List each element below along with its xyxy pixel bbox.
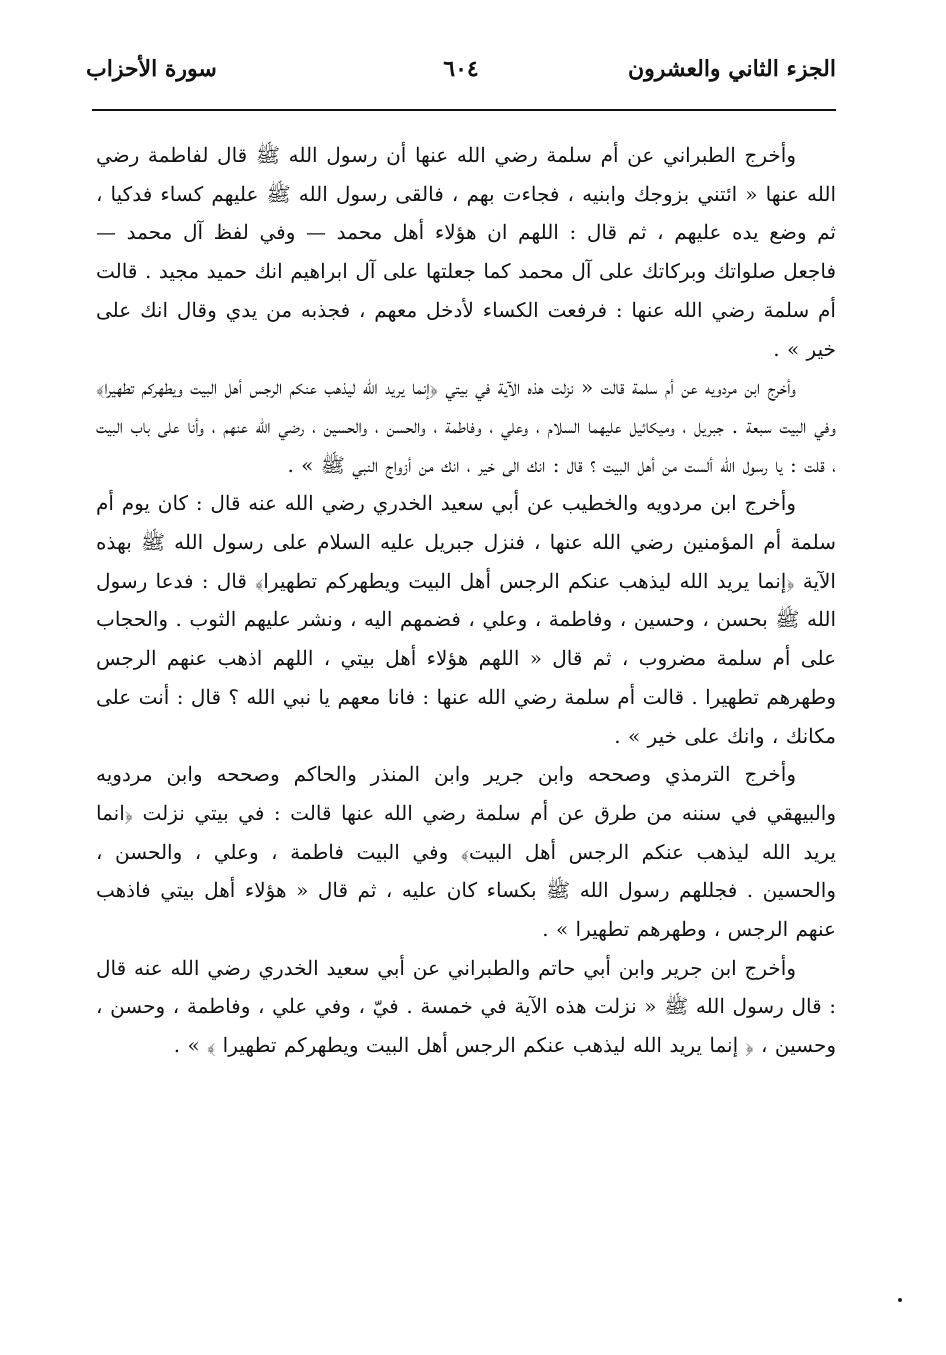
paragraph-1: وأخرج الطبراني عن أم سلمة رضي الله عنها أن رسول الله ﷺ قال لفاطمة رضي الله عنها « ائتني بزوجك وابنيه ، فجاءت بهم ، فالقى رسول الله ﷺ عليهم كساء فدكيا ، ثم وضع يده عليهم ، ثم قال : اللهم ان هؤلاء أهل محمد — وفي لفظ آل محمد — فاجعل صلواتك وبركاتك على آل محمد كما جعلتها على آل ابراهيم انك حميد مجيد . قالت أم سلمة رضي الله عنها : فرفعت الكساء لأدخل معهم ، فجذبه من يدي وقال انك على خير » . (96, 143, 836, 361)
paragraph-5: وأخرج ابن جرير وابن أبي حاتم والطبراني عن أبي سعيد الخدري رضي الله عنه قال : قال رسول الله ﷺ « نزلت هذه الآية في خمسة . فيّ ، وفي علي ، وفاطمة ، وحسن ، وحسين ، ﴿ إنما يريد الله ليذهب عنكم الرجس أهل البيت ويطهركم تطهيرا ﴾ » . (96, 955, 836, 1058)
page-header (86, 56, 836, 104)
paragraph-3: وأخرج ابن مردويه والخطيب عن أبي سعيد الخدري رضي الله عنه قال : كان يوم أم سلمة أم المؤمنين رضي الله عنها ، فنزل جبريل عليه السلام على رسول الله ﷺ بهذه الآية ﴿إنما يريد الله ليذهب عنكم الرجس أهل البيت ويطهركم تطهيرا﴾ قال : فدعا رسول الله ﷺ بحسن ، وحسين ، وفاطمة ، وعلي ، فضمهم اليه ، ونشر عليهم الثوب . والحجاب على أم سلمة مضروب ، ثم قال « اللهم هؤلاء أهل بيتي ، اللهم اذهب عنهم الرجس وطهرهم تطهيرا . قالت أم سلمة رضي الله عنها : فانا معهم يا نبي الله ؟ قال : أنت على مكانك ، وانك على خير » . (96, 491, 836, 748)
page-body (96, 136, 836, 1065)
part-title: الجزء الثاني والعشرون (627, 56, 836, 82)
surah-title: سورة الأحزاب (86, 56, 217, 82)
page-number: ٦٠٤ (443, 56, 479, 82)
scan-speck (898, 1298, 902, 1302)
paragraph-4: وأخرج الترمذي وصححه وابن جرير وابن المنذر والحاكم وصححه وابن مردويه والبيهقي في سننه من طرق عن أم سلمة رضي الله عنها قالت : في بيتي نزلت ﴿انما يريد الله ليذهب عنكم الرجس أهل البيت﴾ وفي البيت فاطمة ، وعلي ، والحسن ، والحسين . فجللهم رسول الله ﷺ بكساء كان عليه ، ثم قال « هؤلاء أهل بيتي فاذهب عنهم الرجس ، وطهرهم تطهيرا » . (96, 762, 836, 942)
paragraph-2: وأخرج ابن مردويه عن أم سلمة قالت « نزلت هذه الآية في بيتي ﴿إنما يريد الله ليذهب عنكم الرجس أهل البيت ويطهركم تطهيرا﴾ وفي البيت سبعة . جبريل ، وميكائيل عليهما السلام ، وعلي ، وفاطمة ، والحسن ، والحسين ، رضي الله عنهم ، وأنا على باب البيت ، قلت : يا رسول الله ألست من أهل البيت ؟ قال : انك الى خير ، انك من أزواج النبي ﷺ » . (96, 375, 836, 477)
header-divider (92, 109, 836, 111)
